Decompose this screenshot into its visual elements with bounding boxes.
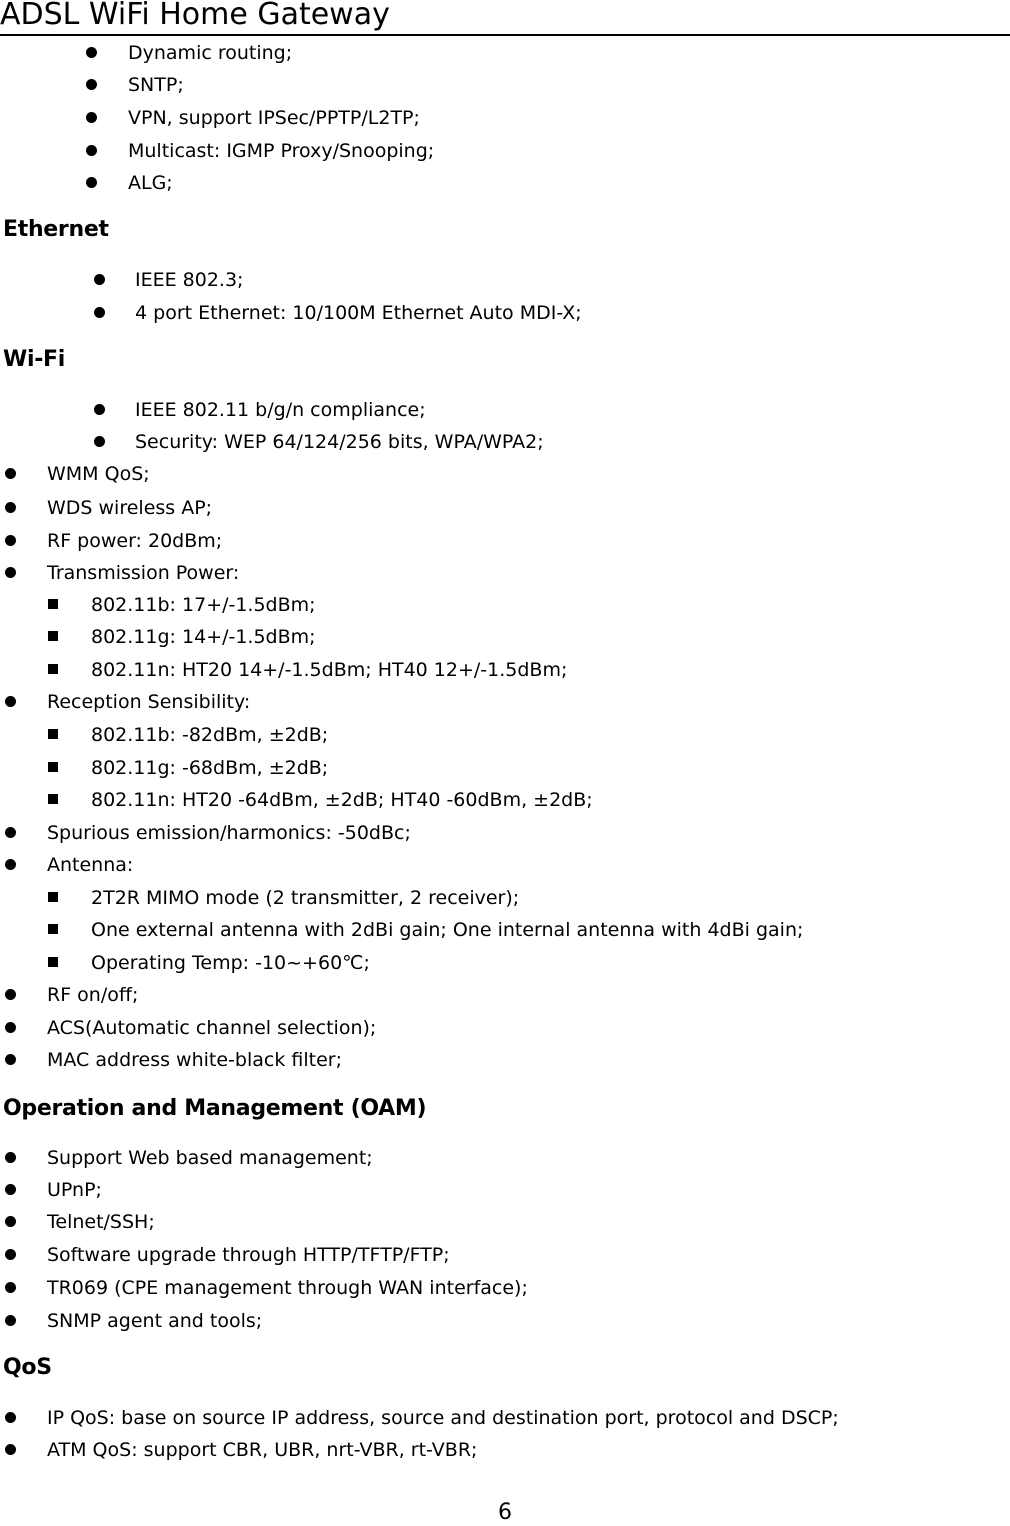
bullet-dot-icon — [94, 436, 105, 447]
list-item: Support Web based management; — [5, 1146, 373, 1170]
bullet-dot-icon — [86, 112, 97, 123]
list-item: Software upgrade through HTTP/TFTP/FTP; — [5, 1243, 450, 1267]
bullet-square-icon — [48, 729, 58, 739]
list-item: SNTP; — [86, 73, 184, 97]
list-item: ACS(Automatic channel selection); — [5, 1016, 376, 1040]
sub-list-item: 2T2R MIMO mode (2 transmitter, 2 receiver); — [48, 886, 519, 910]
list-item: Spurious emission/harmonics: -50dBc; — [5, 821, 411, 845]
page-number: 6 — [498, 1500, 512, 1525]
list-item: WDS wireless AP; — [5, 496, 212, 520]
bullet-dot-icon — [5, 567, 16, 578]
list-item: IP QoS: base on source IP address, source and destination port, protocol and DSCP; — [5, 1406, 839, 1430]
list-item: IEEE 802.3; — [94, 268, 243, 292]
section-heading-qos: QoS — [3, 1355, 52, 1380]
bullet-dot-icon — [5, 1152, 16, 1163]
list-item: RF on/off; — [5, 983, 138, 1007]
bullet-square-icon — [48, 892, 58, 902]
section-heading-oam: Operation and Management (OAM) — [3, 1096, 427, 1121]
bullet-dot-icon — [5, 1282, 16, 1293]
bullet-dot-icon — [5, 1412, 16, 1423]
bullet-dot-icon — [86, 79, 97, 90]
sub-list-item: One external antenna with 2dBi gain; One internal antenna with 4dBi gain; — [48, 918, 803, 942]
bullet-dot-icon — [5, 1249, 16, 1260]
bullet-square-icon — [48, 762, 58, 772]
bullet-dot-icon — [5, 1054, 16, 1065]
bullet-dot-icon — [5, 1184, 16, 1195]
list-item: WMM QoS; — [5, 462, 150, 486]
sub-list-item: 802.11n: HT20 14+/-1.5dBm; HT40 12+/-1.5dBm; — [48, 658, 567, 682]
sub-list-item: Operating Temp: -10~+60℃; — [48, 951, 370, 975]
list-item: VPN, support IPSec/PPTP/L2TP; — [86, 106, 420, 130]
list-item: Reception Sensibility: — [5, 690, 250, 714]
bullet-dot-icon — [86, 47, 97, 58]
list-item: IEEE 802.11 b/g/n compliance; — [94, 398, 426, 422]
page-header-title: ADSL WiFi Home Gateway — [0, 0, 390, 32]
bullet-dot-icon — [5, 827, 16, 838]
list-item: RF power: 20dBm; — [5, 529, 222, 553]
bullet-dot-icon — [94, 404, 105, 415]
bullet-dot-icon — [86, 177, 97, 188]
list-item: Transmission Power: — [5, 561, 239, 585]
bullet-dot-icon — [5, 1022, 16, 1033]
list-item: Telnet/SSH; — [5, 1210, 155, 1234]
list-item: UPnP; — [5, 1178, 102, 1202]
sub-list-item: 802.11g: 14+/-1.5dBm; — [48, 625, 316, 649]
bullet-square-icon — [48, 924, 58, 934]
list-item: ALG; — [86, 171, 173, 195]
bullet-dot-icon — [94, 274, 105, 285]
list-item: Antenna: — [5, 853, 133, 877]
header-divider — [0, 34, 1010, 36]
bullet-dot-icon — [5, 1315, 16, 1326]
section-heading-ethernet: Ethernet — [3, 217, 109, 242]
list-item: TR069 (CPE management through WAN interface); — [5, 1276, 528, 1300]
list-item: Security: WEP 64/124/256 bits, WPA/WPA2; — [94, 430, 544, 454]
sub-list-item: 802.11b: 17+/-1.5dBm; — [48, 593, 316, 617]
sub-list-item: 802.11g: -68dBm, ±2dB; — [48, 756, 328, 780]
bullet-square-icon — [48, 664, 58, 674]
bullet-dot-icon — [86, 145, 97, 156]
list-item: MAC address white-black filter; — [5, 1048, 342, 1072]
bullet-dot-icon — [5, 989, 16, 1000]
bullet-dot-icon — [5, 1444, 16, 1455]
bullet-dot-icon — [5, 696, 16, 707]
list-item: 4 port Ethernet: 10/100M Ethernet Auto MDI-X; — [94, 301, 582, 325]
bullet-dot-icon — [5, 468, 16, 479]
list-item: Multicast: IGMP Proxy/Snooping; — [86, 139, 434, 163]
bullet-dot-icon — [5, 502, 16, 513]
bullet-dot-icon — [94, 307, 105, 318]
sub-list-item: 802.11n: HT20 -64dBm, ±2dB; HT40 -60dBm, ±2dB; — [48, 788, 593, 812]
list-item: Dynamic routing; — [86, 41, 292, 65]
list-item: ATM QoS: support CBR, UBR, nrt-VBR, rt-VBR; — [5, 1438, 477, 1462]
bullet-square-icon — [48, 957, 58, 967]
bullet-square-icon — [48, 631, 58, 641]
bullet-dot-icon — [5, 859, 16, 870]
bullet-dot-icon — [5, 535, 16, 546]
list-item: SNMP agent and tools; — [5, 1309, 262, 1333]
bullet-square-icon — [48, 599, 58, 609]
bullet-square-icon — [48, 794, 58, 804]
section-heading-wifi: Wi-Fi — [3, 347, 66, 372]
bullet-dot-icon — [5, 1216, 16, 1227]
sub-list-item: 802.11b: -82dBm, ±2dB; — [48, 723, 328, 747]
